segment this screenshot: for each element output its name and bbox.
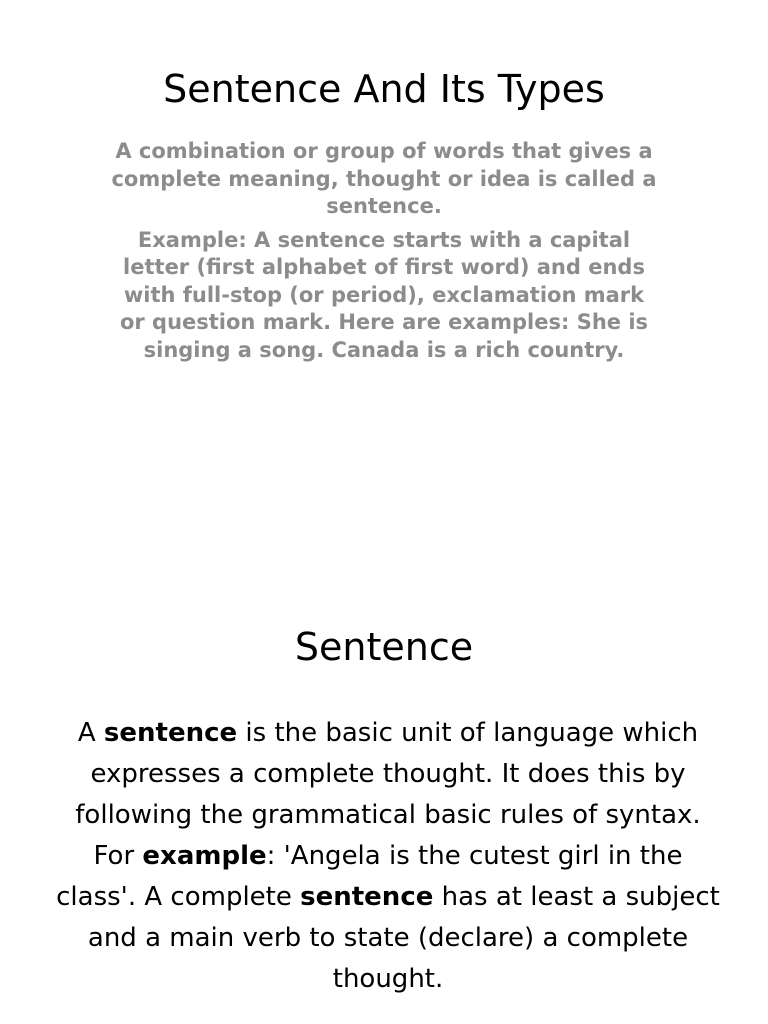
slide-2-body — [55, 713, 721, 1000]
slide-2-title: Sentence — [294, 625, 474, 669]
body-text-part-3: : 'Angela is the cutest girl in the class'. A complete — [56, 841, 683, 912]
body-text-part-2: is the basic unit of language which expresses a complete thought. It does this by following the grammatical basic rules of syntax. For — [75, 718, 701, 871]
bold-term-sentence: sentence — [103, 718, 238, 748]
body-text-part-1: A — [77, 718, 104, 748]
body-text-part-4: has at least a subject and a main verb to state (declare) a complete thought. — [87, 882, 720, 994]
slide-1-body — [110, 138, 658, 364]
bold-term-example: example — [142, 841, 267, 871]
slide-1-title: Sentence And Its Types — [163, 67, 605, 111]
sentence-definition: A combination or group of words that gives a complete meaning, thought or idea is called a sentence. — [111, 139, 657, 218]
sentence-example: Example: A sentence starts with a capital letter (first alphabet of first word) and ends with full-stop (or period), exclamation mark or question mark. Here are examples: She is singing a song. Canada is a rich country. — [119, 227, 649, 362]
bold-term-sentence-2: sentence — [300, 882, 434, 912]
